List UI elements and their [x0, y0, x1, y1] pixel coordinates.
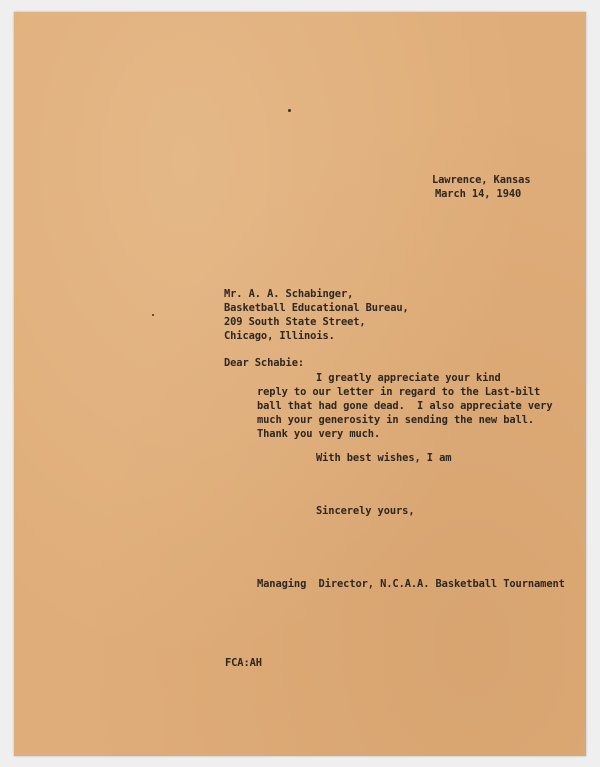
salutation: Dear Schabie: — [224, 357, 305, 369]
typist-initials: FCA:AH — [225, 657, 262, 669]
recipient-line: Chicago, Illinois. — [224, 330, 335, 342]
place: Lawrence, Kansas — [432, 174, 531, 186]
recipient-line: Mr. A. A. Schabinger, — [224, 288, 354, 300]
body-line: I greatly appreciate your kind — [316, 372, 501, 384]
paper-speck — [152, 314, 154, 316]
body-line: reply to our letter in regard to the Last-bilt — [257, 386, 541, 398]
body-line: ball that had gone dead. I also appreciate very — [257, 400, 553, 412]
signature-title: Managing Director, N.C.A.A. Basketball Tournament — [257, 578, 565, 590]
paper-speck — [288, 109, 291, 112]
body-line: Thank you very much. — [257, 428, 381, 440]
recipient-line: 209 South State Street, — [224, 316, 366, 328]
pre-closing: With best wishes, I am — [316, 452, 452, 464]
recipient-line: Basketball Educational Bureau, — [224, 302, 409, 314]
date: March 14, 1940 — [435, 188, 522, 200]
body-line: much your generosity in sending the new ball. — [257, 414, 535, 426]
closing: Sincerely yours, — [316, 505, 415, 517]
letter-page — [14, 12, 586, 756]
